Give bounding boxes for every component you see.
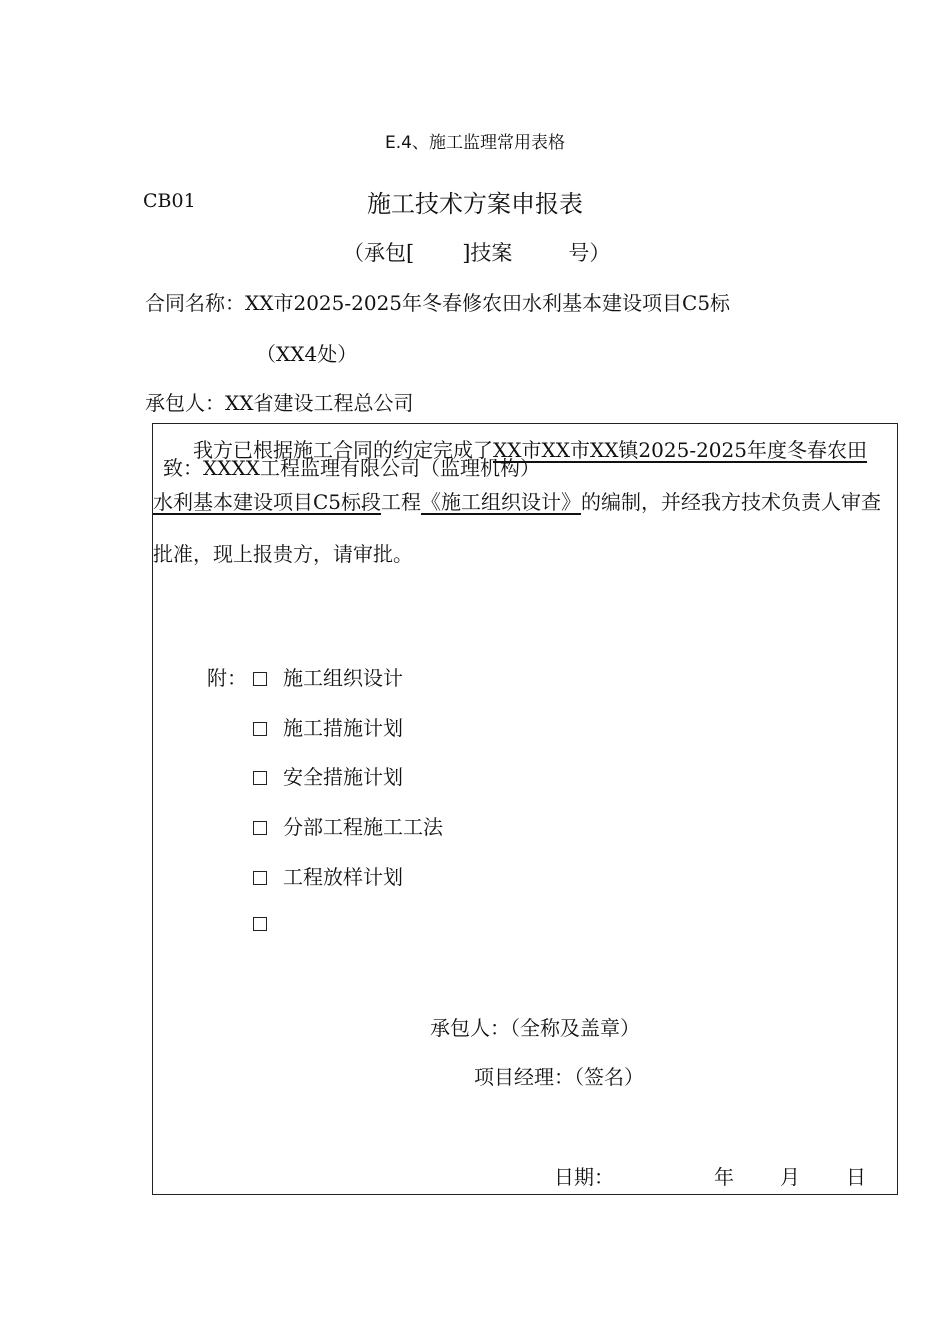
attachment-label: 分部工程施工工法 [283, 815, 443, 839]
section-heading: E.4、施工监理常用表格 [385, 133, 565, 153]
para-end: 的编制，并经我方技术负责人审查批准，现上报贵方，请审批。 [153, 490, 882, 566]
date-month: 月 [780, 1165, 800, 1189]
attachment-item[interactable] [253, 712, 403, 741]
form-number-prefix: （承包[ [343, 241, 415, 265]
checkbox-icon[interactable] [253, 771, 267, 785]
para-project: XX市XX市XX镇2025-2025年度冬春农田水利基本建设项目C5标段 [153, 438, 867, 514]
attachment-label: 安全措施计划 [283, 765, 403, 789]
attachments-label: 附： [207, 666, 247, 690]
para-document: 《施工组织设计》 [421, 490, 582, 514]
contractor-line: 承包人：XX省建设工程总公司 [145, 391, 414, 415]
para-intro: 我方已根据施工合同的约定完成了 [193, 438, 493, 462]
checkbox-icon[interactable] [253, 917, 267, 931]
form-number-suffix: 号） [568, 241, 611, 265]
contract-name-sub: （XX4处） [256, 342, 358, 366]
para-mid: 工程 [381, 490, 422, 514]
contract-name: 合同名称：XX市2025-2025年冬春修农田水利基本建设项目C5标 [145, 291, 731, 315]
attachment-item[interactable] [253, 861, 403, 890]
checkbox-icon[interactable] [253, 821, 267, 835]
attachment-item[interactable] [253, 761, 403, 790]
attachment-label: 工程放样计划 [283, 865, 403, 889]
checkbox-icon[interactable] [253, 722, 267, 736]
form-title: 施工技术方案申报表 [367, 190, 583, 218]
date-day: 日 [846, 1165, 866, 1189]
addressee-line: 致：XXXX工程监理有限公司（监理机构） [163, 456, 540, 480]
form-number-mid: ]技案 [462, 241, 513, 265]
attachment-item[interactable] [253, 911, 283, 935]
form-box [152, 423, 898, 1195]
body-paragraph [153, 424, 883, 580]
attachment-label: 施工组织设计 [283, 666, 403, 690]
checkbox-icon[interactable] [253, 871, 267, 885]
checkbox-icon[interactable] [253, 672, 267, 686]
form-number [343, 237, 610, 267]
date-year: 年 [714, 1165, 734, 1189]
attachment-label: 施工措施计划 [283, 716, 403, 740]
date-label: 日期： [554, 1165, 614, 1189]
contractor-signature-line: 承包人：（全称及盖章） [430, 1016, 640, 1040]
form-code: CB01 [143, 190, 196, 212]
manager-signature-line: 项目经理：（签名） [474, 1065, 644, 1089]
attachment-item[interactable] [253, 811, 443, 840]
attachment-item[interactable] [253, 662, 403, 691]
date-line [554, 1161, 866, 1190]
